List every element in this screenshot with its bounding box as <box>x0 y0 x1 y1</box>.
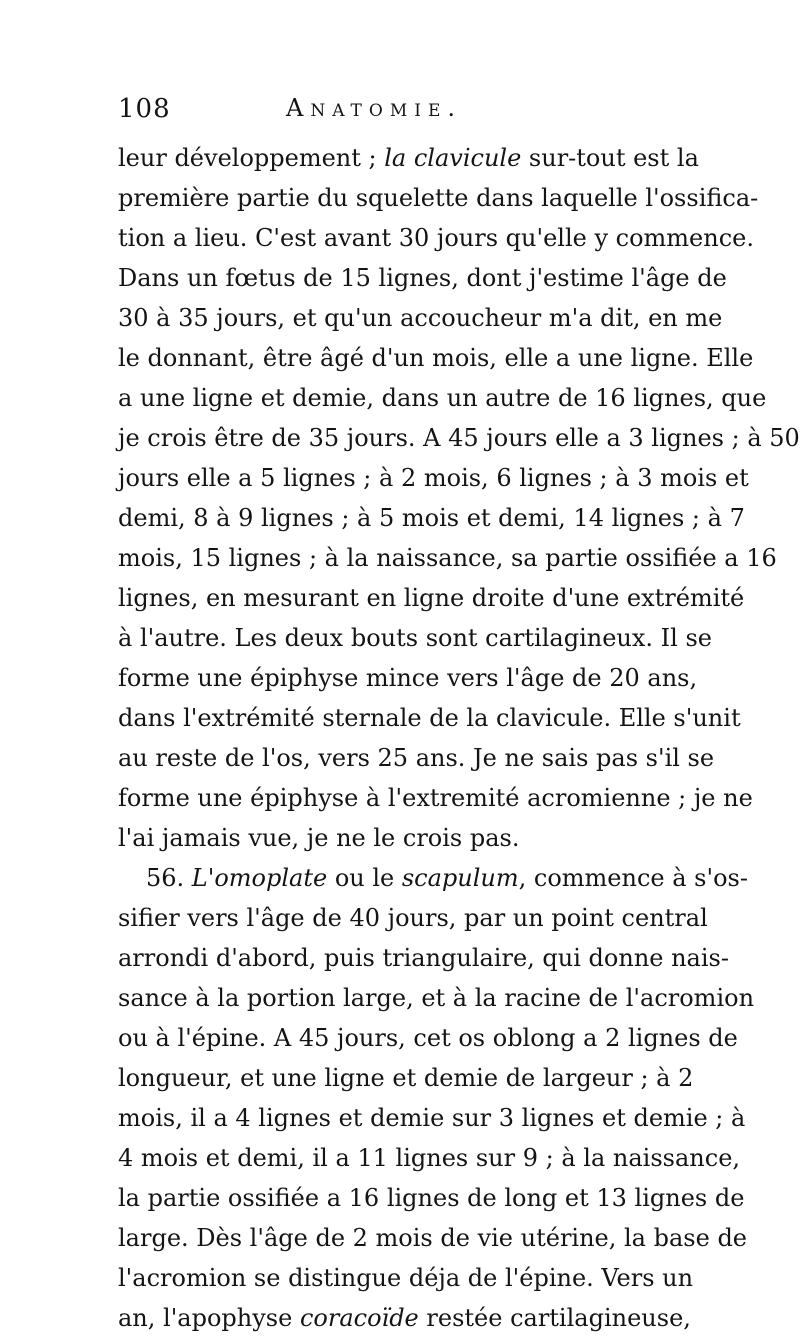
text-line: demi, 8 à 9 lignes ; à 5 mois et demi, 14 lignes ; à 7 <box>118 504 745 532</box>
text-line: ou à l'épine. A 45 jours, cet os oblong a 2 lignes de <box>118 1024 738 1052</box>
text-line: tion a lieu. C'est avant 30 jours qu'elle y commence. <box>118 224 754 252</box>
paragraph-end-line: l'ai jamais vue, je ne le crois pas. <box>118 824 520 852</box>
text-line: jours elle a 5 lignes ; à 2 mois, 6 lignes ; à 3 mois et <box>118 464 749 492</box>
text-line: sance à la portion large, et à la racine de l'acromion <box>118 984 755 1012</box>
text-line: leur développement ; la clavicule sur-tout est la <box>118 144 699 172</box>
body-text <box>118 138 800 1338</box>
text-line: an, l'apophyse coracoïde restée cartilagineuse, <box>118 1304 691 1332</box>
paragraph-start-line: 56. L'omoplate ou le scapulum, commence à s'os- <box>146 864 748 892</box>
text-line: forme une épiphyse à l'extremité acromienne ; je ne <box>118 784 753 812</box>
running-title: Anatomie. <box>286 94 462 122</box>
text-line: sifier vers l'âge de 40 jours, par un point central <box>118 904 708 932</box>
text-line: a une ligne et demie, dans un autre de 16 lignes, que <box>118 384 767 412</box>
text-line: mois, il a 4 lignes et demie sur 3 lignes et demie ; à <box>118 1104 746 1132</box>
text-line: 4 mois et demi, il a 11 lignes sur 9 ; à la naissance, <box>118 1144 741 1172</box>
text-line: 30 à 35 jours, et qu'un accoucheur m'a dit, en me <box>118 304 723 332</box>
text-line: je crois être de 35 jours. A 45 jours elle a 3 lignes ; à 50 <box>118 424 800 452</box>
text-line: forme une épiphyse mince vers l'âge de 20 ans, <box>118 664 698 692</box>
text-line: le donnant, être âgé d'un mois, elle a une ligne. Elle <box>118 344 754 372</box>
text-line: à l'autre. Les deux bouts sont cartilagineux. Il se <box>118 624 712 652</box>
text-line: la partie ossifiée a 16 lignes de long et 13 lignes de <box>118 1184 745 1212</box>
text-line: première partie du squelette dans laquelle l'ossifica- <box>118 184 759 212</box>
page-header <box>118 94 688 134</box>
text-line: Dans un fœtus de 15 lignes, dont j'estime l'âge de <box>118 264 727 292</box>
text-line: arrondi d'abord, puis triangulaire, qui donne nais- <box>118 944 729 972</box>
text-line: l'acromion se distingue déja de l'épine. Vers un <box>118 1264 694 1292</box>
text-line: longueur, et une ligne et demie de largeur ; à 2 <box>118 1064 694 1092</box>
text-line: dans l'extrémité sternale de la clavicule. Elle s'unit <box>118 704 741 732</box>
page-number: 108 <box>118 94 171 124</box>
text-line: au reste de l'os, vers 25 ans. Je ne sais pas s'il se <box>118 744 715 772</box>
text-line: lignes, en mesurant en ligne droite d'une extrémité <box>118 584 745 612</box>
text-line: mois, 15 lignes ; à la naissance, sa partie ossifiée a 16 <box>118 544 777 572</box>
text-line: large. Dès l'âge de 2 mois de vie utérine, la base de <box>118 1224 748 1252</box>
